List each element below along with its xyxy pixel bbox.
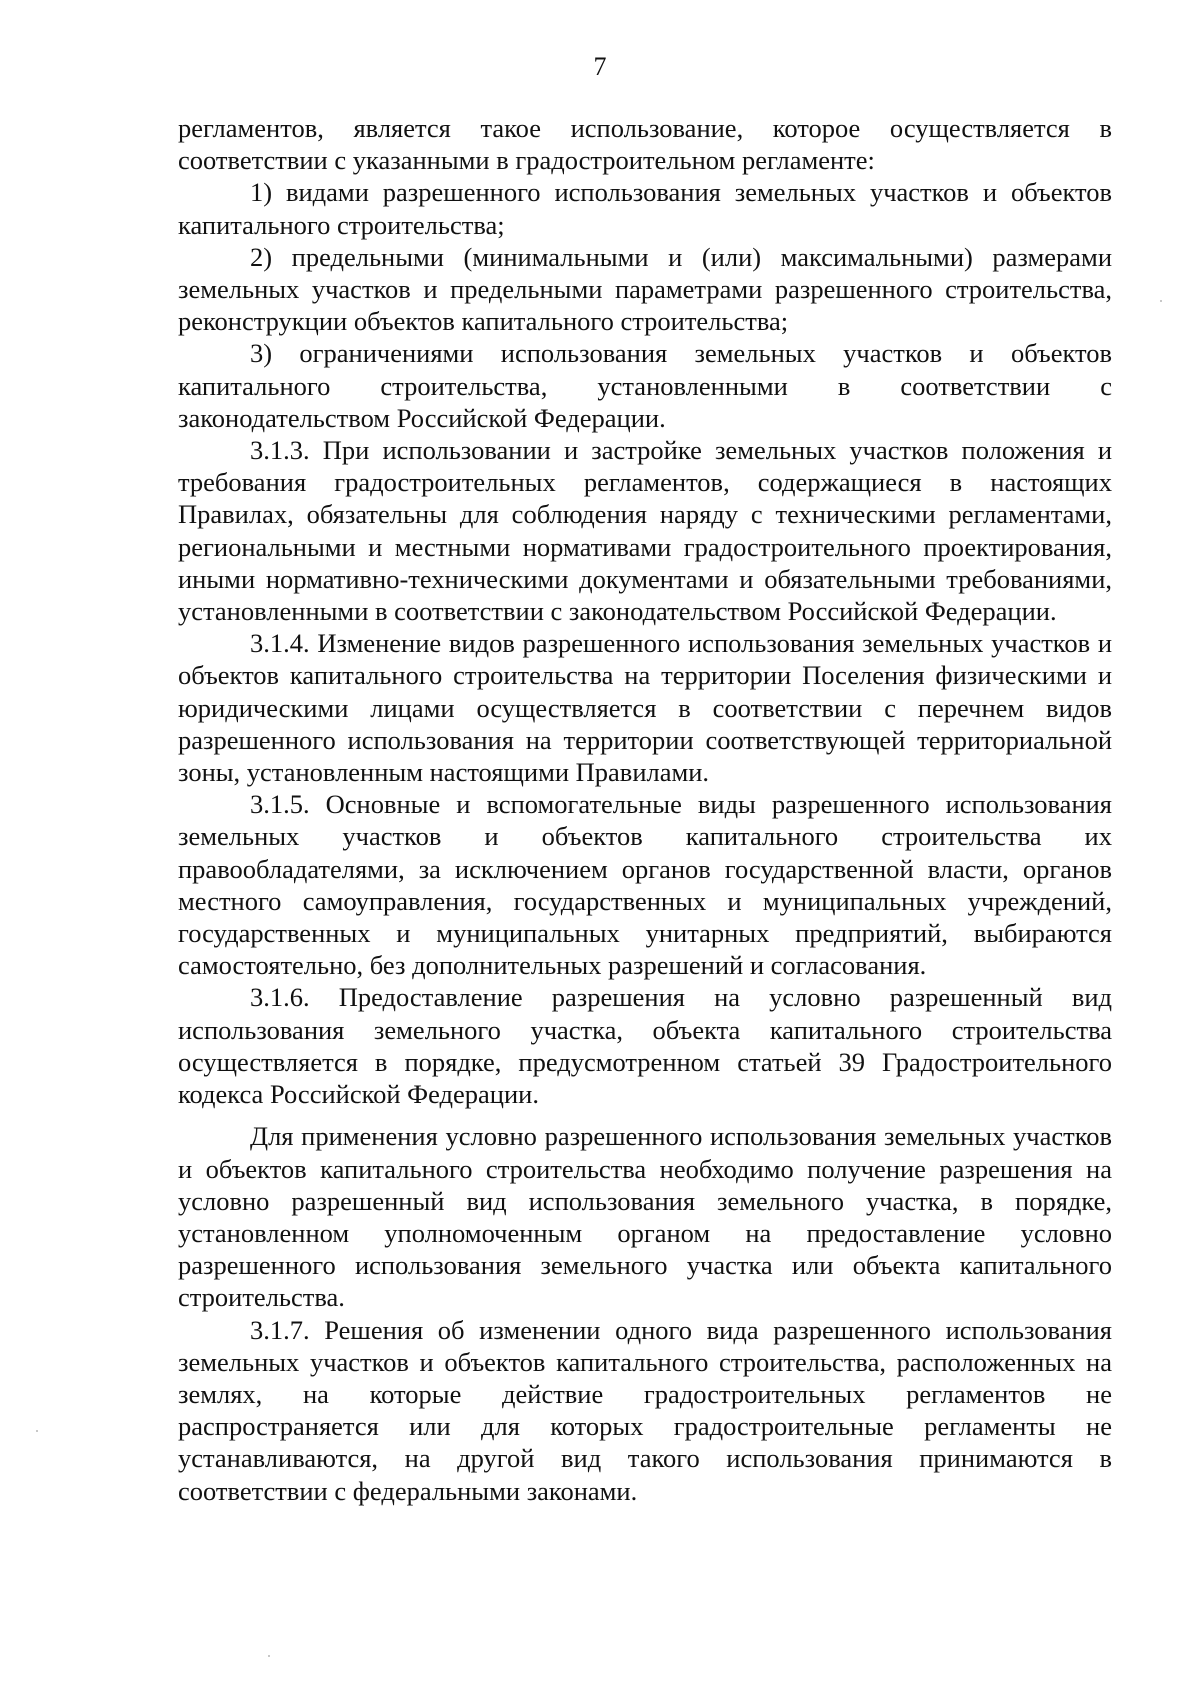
clause-3-1-5: 3.1.5. Основные и вспомогательные виды разрешенного использования земельных участков и объектов капитального строительства их правообладателями, за исключением органов государственной власти, органов местного самоуправления, государственных и муниципальных учреждений, государственных и муниципальных унитарных предприятий, выбираются самостоятельно, без дополнительных разрешений и согласования. <box>178 789 1112 981</box>
list-item-2: 2) предельными (минимальными и (или) максимальными) размерами земельных участков и предельными параметрами разрешенного строительства, реконструкции объектов капитального строительства; <box>178 241 1112 337</box>
conditional-use-paragraph: Для применения условно разрешенного использования земельных участков и объектов капитального строительства необходимо получение разрешения на условно разрешенный вид использования земельного участка, в порядке, установленном уполномоченным органом на предоставление условно разрешенного использования земельного участка или объекта капитального строительства. <box>178 1121 1112 1313</box>
paragraph-continuation: регламентов, является такое использование, которое осуществляется в соответствии с указанными в градостроительном регламенте: <box>178 113 1112 176</box>
list-item-1: 1) видами разрешенного использования земельных участков и объектов капитального строительства; <box>178 177 1112 240</box>
clause-3-1-4: 3.1.4. Изменение видов разрешенного использования земельных участков и объектов капитального строительства на территории Поселения физическими и юридическими лицами осуществляется в соответствии с перечнем видов разрешенного использования на территории соответствующей территориальной зоны, установленным настоящими Правилами. <box>178 628 1112 788</box>
page-number: 7 <box>593 52 607 81</box>
clause-3-1-6: 3.1.6. Предоставление разрешения на условно разрешенный вид использования земельного участка, объекта капитального строительства осуществляется в порядке, предусмотренном статьей 39 Градостроительного кодекса Российской Федерации. <box>178 982 1112 1110</box>
scan-speck <box>268 1655 270 1657</box>
scan-speck <box>36 1430 38 1432</box>
scan-speck <box>1160 300 1162 302</box>
document-body <box>178 112 1112 1507</box>
list-item-3: 3) ограничениями использования земельных участков и объектов капитального строительства, установленными в соответствии с законодательством Российской Федерации. <box>178 338 1112 433</box>
clause-3-1-3: 3.1.3. При использовании и застройке земельных участков положения и требования градостроительных регламентов, содержащиеся в настоящих Правилах, обязательны для соблюдения наряду с техническими регламентами, региональными и местными нормативами градостроительного проектирования, иными нормативно-техническими документами и обязательными требованиями, установленными в соответствии с законодательством Российской Федерации. <box>178 435 1112 627</box>
clause-3-1-7: 3.1.7. Решения об изменении одного вида разрешенного использования земельных участков и объектов капитального строительства, расположенных на землях, на которые действие градостроительных регламентов не распространяется или для которых градостроительные регламенты не устанавливаются, на другой вид такого использования принимаются в соответствии с федеральными законами. <box>178 1314 1112 1506</box>
